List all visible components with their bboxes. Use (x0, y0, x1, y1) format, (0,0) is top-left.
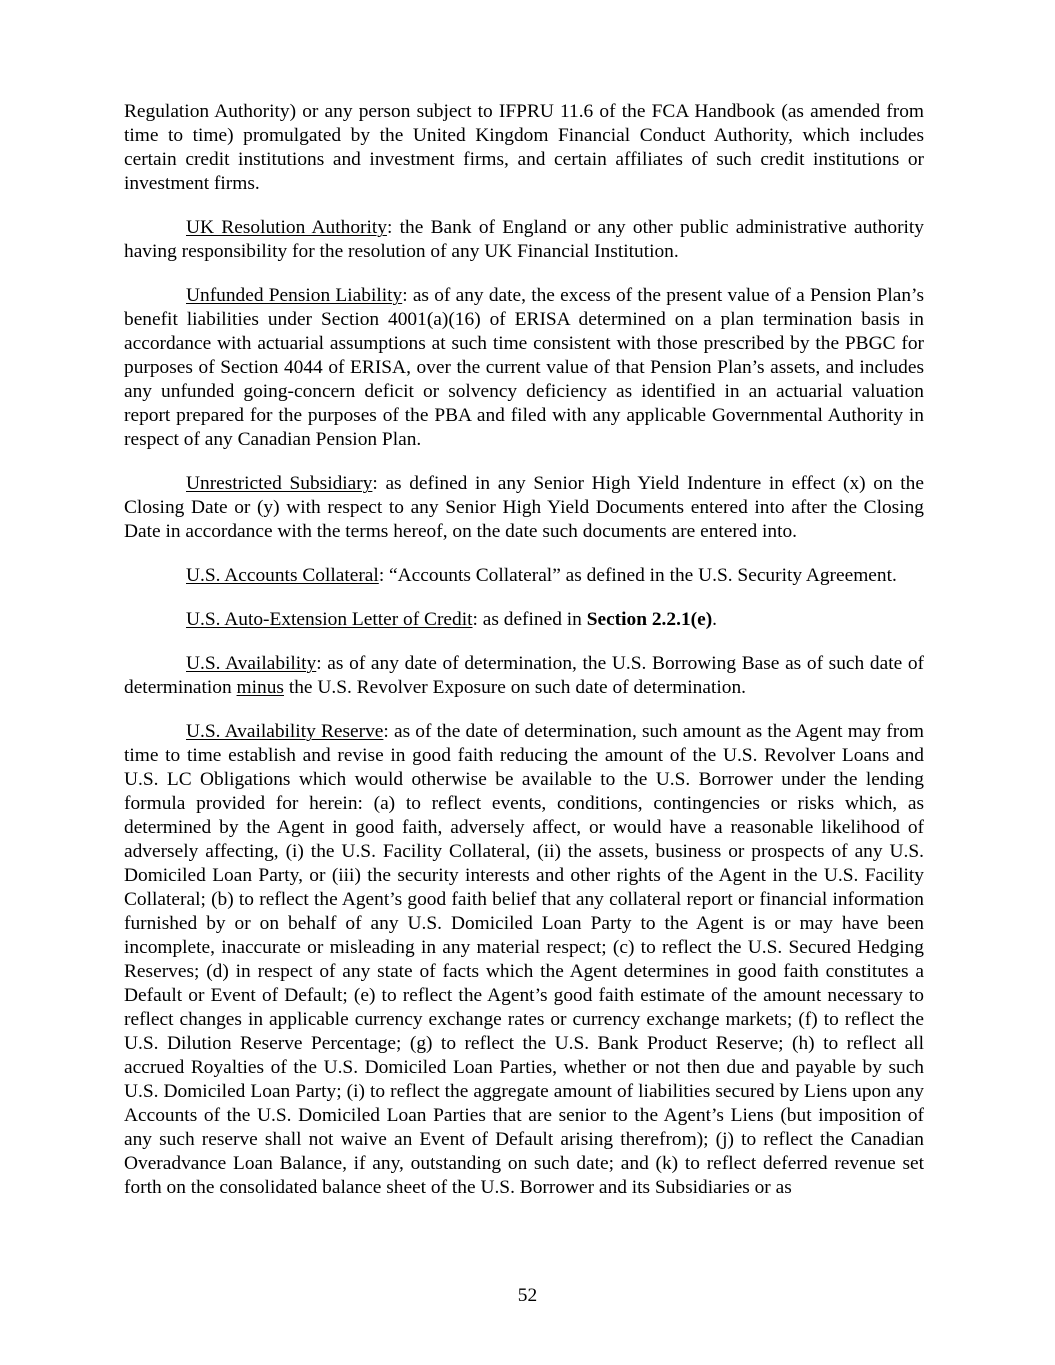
underlined-word: minus (236, 677, 284, 698)
page-number: 52 (517, 1285, 538, 1306)
defined-term: U.S. Auto-Extension Letter of Credit (186, 609, 473, 630)
definition-text: : as defined in any Senior High Yield Indenture in effect (x) on the Closing Date or (y) with respect to any Senior High Yield Documents entered into after the Closing Date in accordance with the terms hereof, on the date such documents are entered into. (124, 473, 924, 542)
definition-text: : as of any date, the excess of the present value of a Pension Plan’s benefit liabilities under Section 4001(a)(16) of ERISA determined on a plan termination basis in accordance with actuarial assumptions at such time consistent with those prescribed by the PBGC for purposes of Section 4044 of ERISA, over the current value of that Pension Plan’s assets, and includes any unfunded going-concern deficit or solvency deficiency as identified in an actuarial valuation report prepared for the purposes of the PBA and filed with any applicable Governmental Authority in respect of any Canadian Pension Plan. (124, 285, 924, 450)
definition-us-auto-extension-letter-of-credit (124, 608, 924, 632)
defined-term: UK Resolution Authority (186, 217, 387, 238)
definition-uk-resolution-authority (124, 216, 924, 264)
section-reference: Section 2.2.1(e) (586, 609, 713, 630)
definition-us-availability-reserve (124, 720, 924, 1200)
definition-text-tail: . (712, 609, 718, 630)
definition-unrestricted-subsidiary (124, 472, 924, 544)
defined-term: U.S. Accounts Collateral (186, 565, 379, 586)
definition-continuation (124, 100, 924, 196)
definition-text: : as of the date of determination, such amount as the Agent may from time to time establish and revise in good faith reducing the amount of the U.S. Revolver Loans and U.S. LC Obligations which would otherwise be available to the U.S. Borrower under the lending formula provided for herein: (a) to reflect events, conditions, contingencies or risks which, as determined by the Agent in good faith, adversely affect, or would have a reasonable likelihood of adversely affecting, (i) the U.S. Facility Collateral, (ii) the assets, business or prospects of any U.S. Domiciled Loan Party, or (iii) the security interests and other rights of the Agent in the U.S. Facility Collateral; (b) to reflect the Agent’s good faith belief that any collateral report or financial information furnished by or on behalf of any U.S. Domiciled Loan Party to the Agent is or may have been incomplete, inaccurate or misleading in any material respect; (c) to reflect the U.S. Secured Hedging Reserves; (d) in respect of any state of facts which the Agent determines in good faith constitutes a Default or Event of Default; (e) to reflect the Agent’s good faith estimate of the amount necessary to reflect changes in applicable currency exchange rates or currency exchange markets; (f) to reflect the U.S. Dilution Reserve Percentage; (g) to reflect the U.S. Bank Product Reserve; (h) to reflect all accrued Royalties of the U.S. Domiciled Loan Parties, whether or not then due and payable by such U.S. Domiciled Loan Party; (i) to reflect the aggregate amount of liabilities secured by Liens upon any Accounts of the U.S. Domiciled Loan Parties that are senior to the Agent’s Liens (but imposition of any such reserve shall not waive an Event of Default arising therefrom); (j) to reflect the Canadian Overadvance Loan Balance, if any, outstanding on such date; and (k) to reflect deferred revenue set forth on the consolidated balance sheet of the U.S. Borrower and its Subsidiaries or as (124, 721, 924, 1198)
definition-text: : “Accounts Collateral” as defined in the U.S. Security Agreement. (378, 565, 897, 586)
definition-text: : the Bank of England or any other public administrative authority having responsibility for the resolution of any UK Financial Institution. (124, 217, 924, 262)
defined-term: Unrestricted Subsidiary (186, 473, 373, 494)
definition-text: : as of any date of determination, the U.S. Borrowing Base as of such date of determination (124, 653, 924, 698)
definition-text-tail: the U.S. Revolver Exposure on such date of determination. (283, 677, 747, 698)
paragraph-text: Regulation Authority) or any person subject to IFPRU 11.6 of the FCA Handbook (as amended from time to time) promulgated by the United Kingdom Financial Conduct Authority, which includes certain credit institutions and investment firms, and certain affiliates of such credit institutions or investment firms. (124, 101, 924, 194)
definition-text: : as defined in (472, 609, 587, 630)
defined-term: U.S. Availability (186, 653, 317, 674)
defined-term: Unfunded Pension Liability (186, 285, 403, 306)
definition-unfunded-pension-liability (124, 284, 924, 452)
definition-us-accounts-collateral (124, 564, 924, 588)
page-body (124, 100, 924, 1220)
definition-us-availability (124, 652, 924, 700)
defined-term: U.S. Availability Reserve (186, 721, 384, 742)
